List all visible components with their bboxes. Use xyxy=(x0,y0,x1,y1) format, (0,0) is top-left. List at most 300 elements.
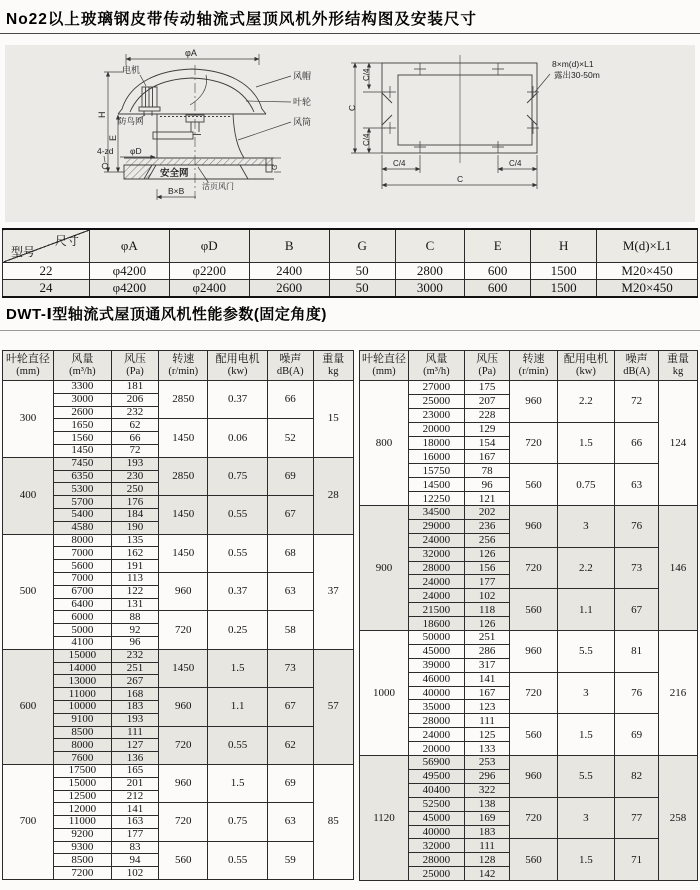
motor-cell: 0.75 xyxy=(557,464,614,506)
subtitle-divider xyxy=(0,330,700,331)
pressure-cell: 230 xyxy=(111,470,158,483)
fan-plan-view-diagram xyxy=(345,45,690,222)
speed-cell: 1450 xyxy=(159,534,208,572)
pressure-cell: 111 xyxy=(464,714,510,728)
airflow-cell: 12500 xyxy=(53,790,111,803)
airflow-cell: 4580 xyxy=(53,521,111,534)
speed-cell: 720 xyxy=(510,672,557,714)
page-title: No22以上玻璃钢皮带传动轴流式屋顶风机外形结构图及安装尺寸 xyxy=(6,11,477,28)
airflow-cell: 28000 xyxy=(409,714,465,728)
diameter-cell: 1120 xyxy=(360,756,409,881)
dim-value-cell: M20×450 xyxy=(597,279,698,297)
corner-label-size: 尺寸 xyxy=(54,234,79,248)
pressure-cell: 251 xyxy=(111,662,158,675)
perf-row xyxy=(3,764,354,777)
side-label-wind-cap: 风帽 xyxy=(293,71,312,81)
noise-cell: 67 xyxy=(267,496,313,534)
plan-label-C-left: C xyxy=(347,104,357,111)
pressure-cell: 141 xyxy=(464,672,510,686)
side-label-motor: 电机 xyxy=(122,65,141,75)
dim-row xyxy=(3,262,698,279)
col-header-motor: 配用电机 (kw) xyxy=(208,351,268,381)
dimension-table xyxy=(2,228,698,298)
noise-cell: 69 xyxy=(615,714,659,756)
airflow-cell: 49500 xyxy=(409,769,465,783)
pressure-cell: 250 xyxy=(111,483,158,496)
motor-cell: 0.55 xyxy=(208,726,268,764)
motor-cell: 1.5 xyxy=(208,764,268,802)
plan-label-C4-bottom-right: C/4 xyxy=(509,159,522,168)
noise-cell: 66 xyxy=(267,381,313,419)
plan-bolt-marks xyxy=(384,63,539,153)
airflow-cell: 15000 xyxy=(53,777,111,790)
airflow-cell: 7200 xyxy=(53,867,111,880)
noise-cell: 73 xyxy=(615,547,659,589)
pressure-cell: 167 xyxy=(464,686,510,700)
airflow-cell: 7000 xyxy=(53,572,111,585)
noise-cell: 62 xyxy=(267,726,313,764)
pressure-cell: 176 xyxy=(111,496,158,509)
pressure-cell: 94 xyxy=(111,854,158,867)
pressure-cell: 96 xyxy=(111,636,158,649)
performance-table-right xyxy=(359,350,698,881)
dim-value-cell: 2600 xyxy=(249,279,329,297)
airflow-cell: 6700 xyxy=(53,585,111,598)
airflow-cell: 12250 xyxy=(409,492,465,506)
plan-label-bolt-note-2: 露出30-50m xyxy=(554,70,600,80)
col-header-pressure: 风压 (Pa) xyxy=(111,351,158,381)
airflow-cell: 1650 xyxy=(53,419,111,432)
motor-cell: 0.55 xyxy=(208,841,268,879)
weight-cell: 146 xyxy=(659,506,698,631)
pressure-cell: 111 xyxy=(464,839,510,853)
speed-cell: 560 xyxy=(510,589,557,631)
motor-cell: 0.37 xyxy=(208,381,268,419)
col-header-motor: 配用电机 (kw) xyxy=(557,351,614,381)
noise-cell: 72 xyxy=(615,381,659,423)
corner-cell xyxy=(3,229,90,262)
pressure-cell: 181 xyxy=(111,381,158,394)
pressure-cell: 113 xyxy=(111,572,158,585)
speed-cell: 720 xyxy=(159,803,208,841)
airflow-cell: 8500 xyxy=(53,726,111,739)
motor-cell: 5.5 xyxy=(557,631,614,673)
pressure-cell: 267 xyxy=(111,675,158,688)
plan-label-C4-left-top: C/4 xyxy=(362,68,371,81)
speed-cell: 960 xyxy=(159,688,208,726)
pressure-cell: 122 xyxy=(111,585,158,598)
pressure-cell: 62 xyxy=(111,419,158,432)
airflow-cell: 9100 xyxy=(53,713,111,726)
noise-cell: 76 xyxy=(615,672,659,714)
pressure-cell: 296 xyxy=(464,769,510,783)
pressure-cell: 232 xyxy=(111,406,158,419)
airflow-cell: 40000 xyxy=(409,686,465,700)
dim-col-header: G xyxy=(329,229,395,262)
pressure-cell: 127 xyxy=(111,739,158,752)
pressure-cell: 88 xyxy=(111,611,158,624)
pressure-cell: 193 xyxy=(111,457,158,470)
pressure-cell: 92 xyxy=(111,624,158,637)
airflow-cell: 40400 xyxy=(409,783,465,797)
model-cell: 24 xyxy=(3,279,90,297)
perf-row xyxy=(3,688,354,701)
speed-cell: 560 xyxy=(510,839,557,881)
airflow-cell: 15750 xyxy=(409,464,465,478)
model-cell: 22 xyxy=(3,262,90,279)
pressure-cell: 191 xyxy=(111,560,158,573)
airflow-cell: 45000 xyxy=(409,644,465,658)
airflow-cell: 32000 xyxy=(409,547,465,561)
motor-cell: 3 xyxy=(557,672,614,714)
weight-cell: 258 xyxy=(659,756,698,881)
pressure-cell: 169 xyxy=(464,811,510,825)
pressure-cell: 102 xyxy=(464,589,510,603)
dim-value-cell: 600 xyxy=(465,279,531,297)
pressure-cell: 135 xyxy=(111,534,158,547)
airflow-cell: 11000 xyxy=(53,688,111,701)
pressure-cell: 128 xyxy=(464,853,510,867)
col-header-weight: 重量 kg xyxy=(313,351,353,381)
perf-row xyxy=(360,714,698,728)
dim-col-header: E xyxy=(465,229,531,262)
pressure-cell: 102 xyxy=(111,867,158,880)
airflow-cell: 20000 xyxy=(409,742,465,756)
pressure-cell: 163 xyxy=(111,816,158,829)
motor-cell: 1.5 xyxy=(557,839,614,881)
airflow-cell: 24000 xyxy=(409,575,465,589)
dim-value-cell: φ2200 xyxy=(169,262,249,279)
pressure-cell: 256 xyxy=(464,533,510,547)
side-label-G: G xyxy=(272,164,279,170)
airflow-cell: 6350 xyxy=(53,470,111,483)
perf-row xyxy=(3,496,354,509)
dimension-table-header-row xyxy=(3,229,698,262)
airflow-cell: 7450 xyxy=(53,457,111,470)
side-label-phiD: φD xyxy=(130,146,142,156)
speed-cell: 960 xyxy=(510,381,557,423)
diameter-cell: 700 xyxy=(3,764,54,879)
noise-cell: 82 xyxy=(615,756,659,798)
side-label-E: E xyxy=(108,134,118,141)
dim-row xyxy=(3,279,698,297)
plan-label-C4-left-bottom: C/4 xyxy=(362,133,371,146)
side-label-BxB: B×B xyxy=(168,186,185,196)
perf-row xyxy=(3,534,354,547)
perf-row xyxy=(360,839,698,853)
airflow-cell: 29000 xyxy=(409,519,465,533)
airflow-cell: 1450 xyxy=(53,444,111,457)
noise-cell: 59 xyxy=(267,841,313,879)
pressure-cell: 177 xyxy=(464,575,510,589)
airflow-cell: 9200 xyxy=(53,828,111,841)
noise-cell: 76 xyxy=(615,506,659,548)
dim-value-cell: 3000 xyxy=(395,279,465,297)
col-header-airflow: 风量 (m³/h) xyxy=(409,351,465,381)
pressure-cell: 133 xyxy=(464,742,510,756)
airflow-cell: 6400 xyxy=(53,598,111,611)
performance-table-left xyxy=(2,350,354,880)
pressure-cell: 125 xyxy=(464,728,510,742)
airflow-cell: 28000 xyxy=(409,561,465,575)
performance-section-title: DWT-Ⅰ型轴流式屋顶通风机性能参数(固定角度) xyxy=(6,306,327,323)
diameter-cell: 800 xyxy=(360,381,409,506)
pressure-cell: 228 xyxy=(464,408,510,422)
dim-value-cell: φ2400 xyxy=(169,279,249,297)
airflow-cell: 14500 xyxy=(409,478,465,492)
noise-cell: 63 xyxy=(615,464,659,506)
airflow-cell: 34500 xyxy=(409,506,465,520)
airflow-cell: 39000 xyxy=(409,658,465,672)
perf-row xyxy=(360,422,698,436)
col-header-pressure: 风压 (Pa) xyxy=(464,351,510,381)
noise-cell: 58 xyxy=(267,611,313,649)
pressure-cell: 206 xyxy=(111,393,158,406)
plan-outline xyxy=(382,55,537,163)
speed-cell: 720 xyxy=(159,611,208,649)
weight-cell: 37 xyxy=(313,534,353,649)
motor-cell: 1.1 xyxy=(208,688,268,726)
diameter-cell: 900 xyxy=(360,506,409,631)
motor-cell: 0.55 xyxy=(208,534,268,572)
speed-cell: 560 xyxy=(510,714,557,756)
noise-cell: 52 xyxy=(267,419,313,457)
airflow-cell: 17500 xyxy=(53,764,111,777)
airflow-cell: 45000 xyxy=(409,811,465,825)
dim-value-cell: 50 xyxy=(329,279,395,297)
speed-cell: 960 xyxy=(510,506,557,548)
perf-row xyxy=(3,649,354,662)
airflow-cell: 2600 xyxy=(53,406,111,419)
perf-header-row xyxy=(360,351,698,381)
dim-col-header: B xyxy=(249,229,329,262)
pressure-cell: 322 xyxy=(464,783,510,797)
pressure-cell: 183 xyxy=(464,825,510,839)
speed-cell: 960 xyxy=(510,631,557,673)
speed-cell: 560 xyxy=(510,464,557,506)
airflow-cell: 35000 xyxy=(409,700,465,714)
pressure-cell: 202 xyxy=(464,506,510,520)
pressure-cell: 138 xyxy=(464,797,510,811)
pressure-cell: 111 xyxy=(111,726,158,739)
airflow-cell: 5700 xyxy=(53,496,111,509)
motor-cell: 5.5 xyxy=(557,756,614,798)
diameter-cell: 300 xyxy=(3,381,54,458)
perf-row xyxy=(360,381,698,395)
airflow-cell: 52500 xyxy=(409,797,465,811)
noise-cell: 63 xyxy=(267,803,313,841)
diagram-panel xyxy=(5,45,695,222)
airflow-cell: 16000 xyxy=(409,450,465,464)
dim-col-header: φD xyxy=(169,229,249,262)
pressure-cell: 190 xyxy=(111,521,158,534)
perf-row xyxy=(3,457,354,470)
perf-row xyxy=(3,419,354,432)
weight-cell: 85 xyxy=(313,764,353,879)
diameter-cell: 500 xyxy=(3,534,54,649)
airflow-cell: 23000 xyxy=(409,408,465,422)
pressure-cell: 78 xyxy=(464,464,510,478)
airflow-cell: 24000 xyxy=(409,728,465,742)
noise-cell: 81 xyxy=(615,631,659,673)
dim-col-header: M(d)×L1 xyxy=(597,229,698,262)
airflow-cell: 25000 xyxy=(409,394,465,408)
speed-cell: 1450 xyxy=(159,649,208,687)
side-label-bolt: 4-zd xyxy=(97,146,114,156)
speed-cell: 960 xyxy=(159,572,208,610)
airflow-cell: 21500 xyxy=(409,603,465,617)
pressure-cell: 66 xyxy=(111,432,158,445)
airflow-cell: 4100 xyxy=(53,636,111,649)
dim-col-header: H xyxy=(531,229,597,262)
motor-cell: 1.5 xyxy=(557,422,614,464)
speed-cell: 560 xyxy=(159,841,208,879)
pressure-cell: 154 xyxy=(464,436,510,450)
airflow-cell: 5000 xyxy=(53,624,111,637)
airflow-cell: 6000 xyxy=(53,611,111,624)
plan-label-C-bottom: C xyxy=(457,174,464,184)
col-header-diameter: 叶轮直径 (mm) xyxy=(360,351,409,381)
side-label-wind-tube: 风筒 xyxy=(293,117,312,127)
airflow-cell: 27000 xyxy=(409,381,465,395)
speed-cell: 960 xyxy=(510,756,557,798)
weight-cell: 57 xyxy=(313,649,353,764)
airflow-cell: 7600 xyxy=(53,752,111,765)
airflow-cell: 13000 xyxy=(53,675,111,688)
side-label-H: H xyxy=(97,111,107,118)
pressure-cell: 184 xyxy=(111,508,158,521)
pressure-cell: 183 xyxy=(111,700,158,713)
airflow-cell: 56900 xyxy=(409,756,465,770)
airflow-cell: 15000 xyxy=(53,649,111,662)
dim-value-cell: φ4200 xyxy=(89,262,169,279)
pressure-cell: 141 xyxy=(111,803,158,816)
noise-cell: 67 xyxy=(267,688,313,726)
performance-tables xyxy=(2,350,698,881)
perf-row xyxy=(3,572,354,585)
noise-cell: 69 xyxy=(267,457,313,495)
airflow-cell: 12000 xyxy=(53,803,111,816)
pressure-cell: 232 xyxy=(111,649,158,662)
pressure-cell: 72 xyxy=(111,444,158,457)
pressure-cell: 165 xyxy=(111,764,158,777)
airflow-cell: 50000 xyxy=(409,631,465,645)
weight-cell: 15 xyxy=(313,381,353,458)
speed-cell: 1450 xyxy=(159,419,208,457)
pressure-cell: 251 xyxy=(464,631,510,645)
airflow-cell: 3000 xyxy=(53,393,111,406)
speed-cell: 720 xyxy=(159,726,208,764)
perf-row xyxy=(360,672,698,686)
pressure-cell: 201 xyxy=(111,777,158,790)
pressure-cell: 193 xyxy=(111,713,158,726)
speed-cell: 720 xyxy=(510,422,557,464)
speed-cell: 1450 xyxy=(159,496,208,534)
plan-label-C4-bottom-left: C/4 xyxy=(393,159,406,168)
side-label-safety-net: 安全网 xyxy=(160,168,189,179)
pressure-cell: 317 xyxy=(464,658,510,672)
airflow-cell: 5300 xyxy=(53,483,111,496)
pressure-cell: 142 xyxy=(464,867,510,881)
weight-cell: 28 xyxy=(313,457,353,534)
airflow-cell: 24000 xyxy=(409,533,465,547)
airflow-cell: 24000 xyxy=(409,589,465,603)
side-label-phiA: φA xyxy=(185,48,197,58)
dim-value-cell: 2400 xyxy=(249,262,329,279)
pressure-cell: 123 xyxy=(464,700,510,714)
airflow-cell: 10000 xyxy=(53,700,111,713)
col-header-airflow: 风量 (m³/h) xyxy=(53,351,111,381)
diameter-cell: 400 xyxy=(3,457,54,534)
airflow-cell: 3300 xyxy=(53,381,111,394)
side-label-damper: 活页风门 xyxy=(202,182,234,191)
motor-cell: 3 xyxy=(557,797,614,839)
col-header-speed: 转速 (r/min) xyxy=(159,351,208,381)
airflow-cell: 1560 xyxy=(53,432,111,445)
pressure-cell: 207 xyxy=(464,394,510,408)
pressure-cell: 168 xyxy=(111,688,158,701)
perf-row xyxy=(3,381,354,394)
motor-cell: 1.5 xyxy=(557,714,614,756)
airflow-cell: 20000 xyxy=(409,422,465,436)
speed-cell: 720 xyxy=(510,797,557,839)
speed-cell: 2850 xyxy=(159,457,208,495)
speed-cell: 960 xyxy=(159,764,208,802)
pressure-cell: 177 xyxy=(111,828,158,841)
col-header-noise: 噪声 dB(A) xyxy=(615,351,659,381)
col-header-diameter: 叶轮直径 (mm) xyxy=(3,351,54,381)
noise-cell: 77 xyxy=(615,797,659,839)
side-label-bird-net: 防鸟网 xyxy=(118,116,144,126)
airflow-cell: 40000 xyxy=(409,825,465,839)
noise-cell: 66 xyxy=(615,422,659,464)
airflow-cell: 5400 xyxy=(53,508,111,521)
pressure-cell: 212 xyxy=(111,790,158,803)
dim-value-cell: M20×450 xyxy=(597,262,698,279)
motor-cell: 0.75 xyxy=(208,457,268,495)
perf-row xyxy=(3,726,354,739)
noise-cell: 73 xyxy=(267,649,313,687)
pressure-cell: 162 xyxy=(111,547,158,560)
airflow-cell: 14000 xyxy=(53,662,111,675)
perf-row xyxy=(360,506,698,520)
airflow-cell: 8000 xyxy=(53,534,111,547)
pressure-cell: 126 xyxy=(464,547,510,561)
fan-side-view-diagram xyxy=(60,45,350,222)
motor-cell: 1.5 xyxy=(208,649,268,687)
airflow-cell: 46000 xyxy=(409,672,465,686)
side-label-impeller: 叶轮 xyxy=(293,97,312,107)
corner-label-model: 型号 xyxy=(11,244,36,259)
perf-row xyxy=(360,589,698,603)
motor-cell: 0.37 xyxy=(208,572,268,610)
col-header-noise: 噪声 dB(A) xyxy=(267,351,313,381)
dim-value-cell: 1500 xyxy=(531,279,597,297)
pressure-cell: 118 xyxy=(464,603,510,617)
dim-value-cell: 2800 xyxy=(395,262,465,279)
motor-cell: 0.25 xyxy=(208,611,268,649)
title-divider xyxy=(0,33,700,34)
noise-cell: 69 xyxy=(267,764,313,802)
dim-col-header: C xyxy=(395,229,465,262)
perf-row xyxy=(3,841,354,854)
pressure-cell: 131 xyxy=(111,598,158,611)
pressure-cell: 96 xyxy=(464,478,510,492)
pressure-cell: 136 xyxy=(111,752,158,765)
pressure-cell: 286 xyxy=(464,644,510,658)
plan-label-bolt-note-1: 8×m(d)×L1 xyxy=(552,59,594,69)
pressure-cell: 167 xyxy=(464,450,510,464)
